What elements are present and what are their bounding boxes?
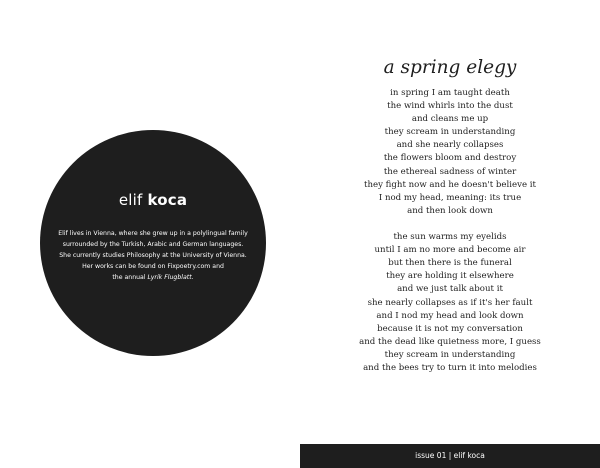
poem-line: they scream in understanding	[384, 349, 516, 360]
footer-text: issue 01 | elif koca	[415, 451, 485, 460]
author-bio	[40, 228, 266, 283]
author-name	[40, 191, 266, 209]
poem-line: and the bees try to turn it into melodies	[363, 362, 537, 373]
poem-line: the ethereal sadness of winter	[383, 166, 517, 177]
poem-stanza-1	[300, 87, 600, 218]
author-bio-circle	[40, 130, 266, 356]
stanza-gap	[300, 218, 600, 231]
author-last-name: koca	[147, 191, 188, 209]
bio-line: Elif lives in Vienna, where she grew up in a polylingual family	[58, 230, 248, 237]
footer-bar	[300, 444, 600, 468]
bio-line	[40, 272, 266, 283]
bio-line-text: the annual	[112, 274, 146, 281]
bio-line: She currently studies Philosophy at the University of Vienna.	[59, 252, 247, 259]
poem-line: and then look down	[407, 205, 493, 216]
poem-line: but then there is the funeral	[388, 258, 512, 269]
poem-title: a spring elegy	[383, 57, 517, 78]
poem-stanza-2	[300, 231, 600, 375]
bio-line: surrounded by the Turkish, Arabic and German languages.	[62, 241, 244, 248]
poem-line: they fight now and he doesn't believe it	[364, 179, 536, 190]
bio-end-punct: .	[191, 274, 194, 281]
poem-line: and cleans me up	[411, 114, 489, 125]
poem-line: I nod my head, meaning: its true	[378, 192, 522, 203]
poem-line: and the dead like quietness more, I guess	[359, 336, 541, 347]
author-first-name: elif	[118, 191, 143, 209]
poem-line: she nearly collapses as if it's her fault	[367, 297, 533, 308]
poem-line: the flowers bloom and destroy	[383, 153, 517, 164]
poem-line: until I am no more and become air	[374, 245, 526, 256]
bio-line: Her works can be found on Fixpoetry.com and	[82, 263, 224, 270]
poem-line: the wind whirls into the dust	[387, 101, 513, 112]
poem-line: and we just talk about it	[397, 284, 503, 295]
publication-name: Lyrik Flugblatt	[147, 274, 192, 281]
poem-line: they are holding it elsewhere	[386, 271, 514, 282]
poem-line: because it is not my conversation	[377, 323, 523, 334]
poem	[300, 55, 600, 375]
poem-line: and she nearly collapses	[396, 140, 504, 151]
poem-line: and I nod my head and look down	[376, 310, 524, 321]
poem-line: in spring I am taught death	[390, 88, 510, 98]
poem-line: the sun warms my eyelids	[393, 232, 507, 243]
poem-line: they scream in understanding	[384, 127, 516, 138]
